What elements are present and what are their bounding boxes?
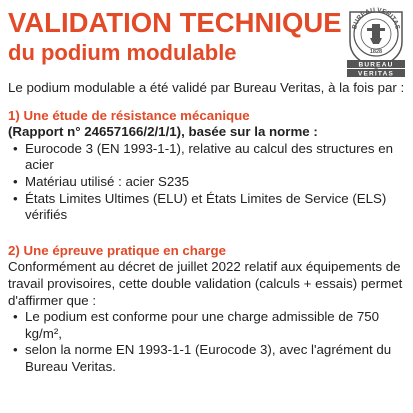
document-body [8, 80, 408, 376]
section2-text: Conformément au décret de juillet 2022 relatif aux équipements de travail provisoires, cette double validation (calculs + essais) permet d'affirmer que : [8, 259, 403, 308]
list-item: • Eurocode 3 (EN 1993-1-1), relative au calcul des structures en acier [8, 141, 408, 174]
bureau-veritas-logo [344, 2, 408, 78]
section2-list [8, 309, 408, 375]
section1-subtitle: (Rapport n° 24657166/2/1/1), basée sur la norme : [8, 124, 318, 140]
page-subtitle: du podium modulable [8, 40, 237, 65]
logo-band-top: BUREAU [358, 61, 394, 69]
section2-title: 2) Une épreuve pratique en charge [8, 242, 226, 258]
list-item: • selon la norme EN 1993-1-1 (Eurocode 3), avec l'agrément du Bureau Veritas. [8, 342, 408, 375]
intro-text: Le podium modulable a été validé par Bureau Veritas, à la fois par : [8, 80, 405, 95]
logo-year: 1828 [369, 49, 383, 55]
logo-band-bottom: VERITAS [357, 70, 395, 78]
page-title: VALIDATION TECHNIQUE [8, 7, 342, 38]
list-item: • Matériau utilisé : acier S235 [8, 174, 408, 191]
section1-title: 1) Une étude de résistance mécanique [8, 107, 250, 123]
list-item: • Le podium est conforme pour une charge admissible de 750 kg/m², [8, 309, 408, 342]
logo-arc-text: BUREAU VERITAS [351, 6, 401, 31]
list-item: • États Limites Ultimes (ELU) et États Limites de Service (ELS) vérifiés [8, 191, 408, 224]
section1-list [8, 141, 408, 224]
